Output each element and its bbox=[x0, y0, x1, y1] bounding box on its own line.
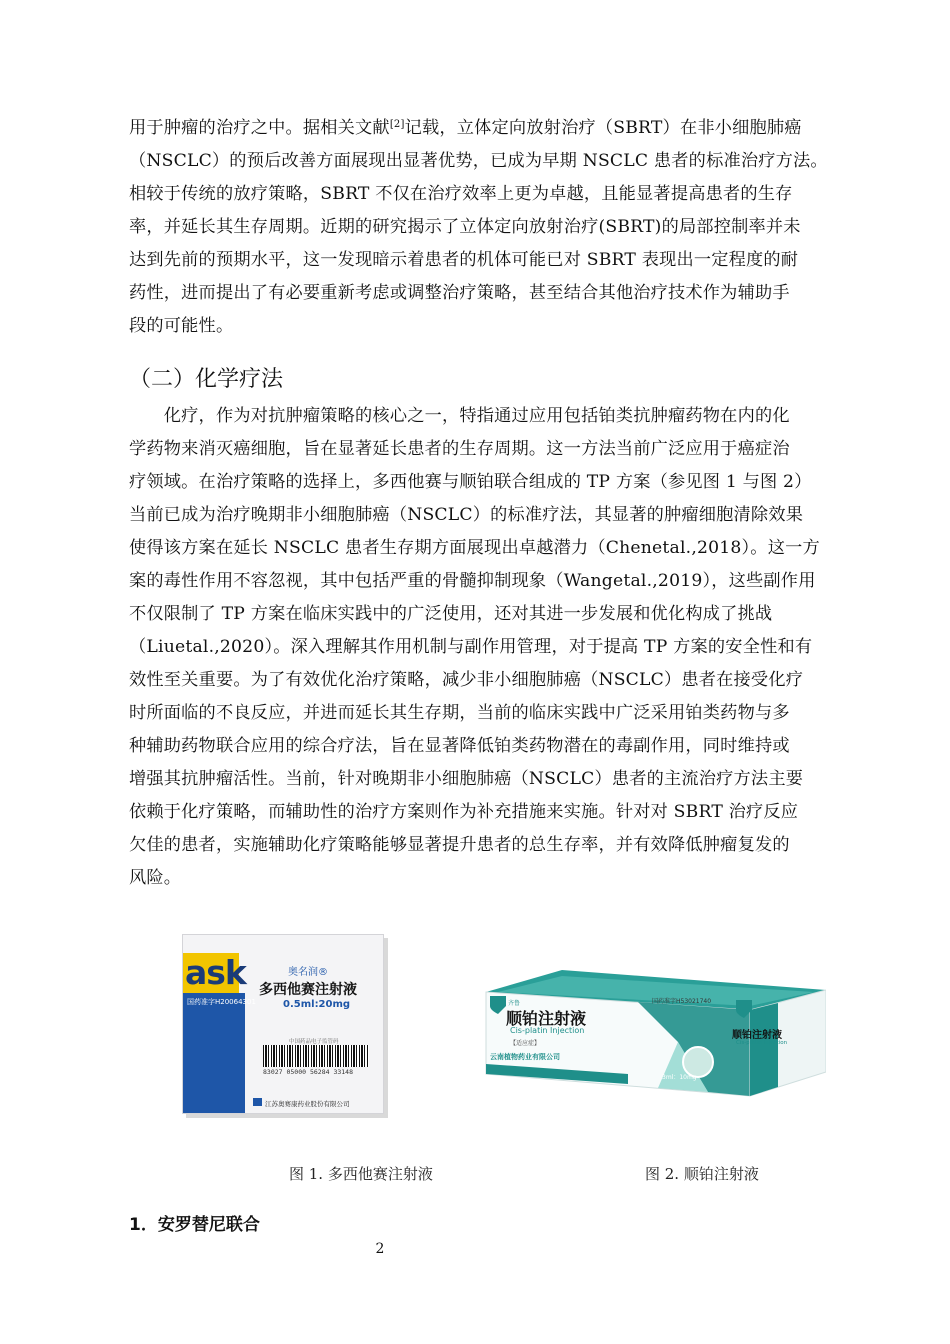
paragraph2-line-13: 依赖于化疗策略，而辅助性的治疗方案则作为补充措施来实施。针对对 SBRT 治疗反应 bbox=[129, 802, 799, 822]
paragraph2-line-7: 不仅限制了 TP 方案在临床实践中的广泛使用，还对其进一步发展和优化构成了挑战 bbox=[129, 604, 773, 624]
blue-side-panel bbox=[183, 993, 245, 1113]
section-heading: （二）化学疗法 bbox=[129, 367, 284, 392]
page-number: 2 bbox=[375, 1241, 385, 1257]
paragraph2-line-2: 学药物来消灭癌细胞，旨在显著延长患者的生存周期。这一方法当前广泛应用于癌症治 bbox=[129, 439, 790, 459]
paragraph1-line-7: 段的可能性。 bbox=[129, 316, 234, 336]
paragraph2-line-14: 欠佳的患者，实施辅助化疗策略能够显著提升患者的总生存率，并有效降低肿瘤复发的 bbox=[129, 835, 790, 855]
side-english-name: Cis-platin Injection bbox=[736, 1040, 788, 1046]
figure2-cisplatin-box bbox=[478, 962, 826, 1122]
paragraph1-line-1: 用于肿瘤的治疗之中。据相关文献[2]记载，立体定向放射治疗（SBRT）在非小细胞肺癌 bbox=[129, 118, 802, 138]
paragraph1-line-3: 相较于传统的放疗策略，SBRT 不仅在治疗效率上更为卓越，且能显著提高患者的生存 bbox=[129, 184, 793, 204]
product-name: 多西他赛注射液 bbox=[259, 982, 357, 998]
paragraph2-line-1: 化疗，作为对抗肿瘤策略的核心之一，特指通过应用包括铂类抗肿瘤药物在内的化 bbox=[129, 406, 790, 426]
citation-2[interactable]: [2] bbox=[389, 119, 405, 130]
approval-number: 国药准字H20064301 bbox=[187, 998, 256, 1006]
brand-name: 奥名润® bbox=[288, 967, 328, 978]
paragraph2-line-5: 使得该方案在延长 NSCLC 患者生存期方面展现出卓越潜力（Chenetal.,2018）。这一方 bbox=[129, 538, 820, 558]
paragraph2-line-11: 种辅助药物联合应用的综合疗法，旨在显著降低铂类药物潜在的毒副作用，同时维持或 bbox=[129, 736, 790, 756]
dose-spec: 3ml：10mg bbox=[662, 1074, 697, 1081]
figure1-caption: 图 1. 多西他赛注射液 bbox=[289, 1165, 433, 1183]
paragraph2-line-9: 效性至关重要。为了有效优化治疗策略，减少非小细胞肺癌（NSCLC）患者在接受化疗 bbox=[129, 670, 804, 690]
side-product-name: 顺铂注射液 bbox=[732, 1030, 782, 1041]
paragraph2-line-4: 当前已成为治疗晚期非小细胞肺癌（NSCLC）的标准疗法，其显著的肿瘤细胞清除效果 bbox=[129, 505, 804, 525]
manufacturer-name: 云南植物药业有限公司 bbox=[490, 1053, 560, 1061]
subsection-heading: 1．安罗替尼联合 bbox=[129, 1215, 260, 1235]
paragraph1-line-6: 药性，进而提出了有必要重新考虑或调整治疗策略，甚至结合其他治疗技术作为辅助手 bbox=[129, 283, 790, 303]
paragraph2-line-10: 时所面临的不良反应，并进而延长其生存期，当前的临床实践中广泛采用铂类药物与多 bbox=[129, 703, 790, 723]
indication-label: 【适应症】 bbox=[510, 1040, 541, 1047]
logo-text: ask bbox=[185, 953, 246, 992]
manufacturer-logo-icon bbox=[253, 1098, 262, 1106]
figure2-caption: 图 2. 顺铂注射液 bbox=[645, 1165, 759, 1183]
dose-spec: 0.5ml:20mg bbox=[283, 999, 351, 1010]
paragraph1-line-5: 达到先前的预期水平，这一发现暗示着患者的机体可能已对 SBRT 表现出一定程度的耐 bbox=[129, 250, 799, 270]
figure1-docetaxel-box bbox=[182, 934, 388, 1118]
brand-small: 齐鲁 bbox=[508, 1000, 521, 1007]
paragraph2-line-3: 疗领域。在治疗策略的选择上，多西他赛与顺铂联合组成的 TP 方案（参见图 1 与图 2） bbox=[129, 472, 812, 492]
box-face bbox=[182, 934, 384, 1114]
paragraph1-line-4: 率，并延长其生存周期。近期的研究揭示了立体定向放射治疗(SBRT)的局部控制率并未 bbox=[129, 217, 801, 237]
paragraph2-line-6: 案的毒性作用不容忽视，其中包括严重的骨髓抑制现象（Wangetal.,2019），这些副作用 bbox=[129, 571, 816, 591]
manufacturer-name: 江苏奥赛康药业股份有限公司 bbox=[265, 1100, 350, 1108]
paragraph2-line-12: 增强其抗肿瘤活性。当前，针对晚期非小细胞肺癌（NSCLC）患者的主流治疗方法主要 bbox=[129, 769, 804, 789]
english-name: Cis-platin Injection bbox=[510, 1026, 585, 1035]
barcode-number: 83027 05000 56284 33148 bbox=[263, 1068, 354, 1076]
supervision-label: 中国药品电子监管码 bbox=[289, 1039, 339, 1045]
product-name: 顺铂注射液 bbox=[506, 1009, 587, 1028]
approval-number: 国药准字H53021740 bbox=[652, 998, 712, 1005]
paragraph2-line-15: 风险。 bbox=[129, 868, 182, 888]
paragraph1-line-2: （NSCLC）的预后改善方面展现出显著优势，已成为早期 NSCLC 患者的标准治疗方法。 bbox=[129, 151, 828, 171]
paragraph2-line-8: （Liuetal.,2020）。深入理解其作用机制与副作用管理，对于提高 TP 方案的安全性和有 bbox=[129, 637, 813, 657]
barcode bbox=[263, 1045, 369, 1067]
